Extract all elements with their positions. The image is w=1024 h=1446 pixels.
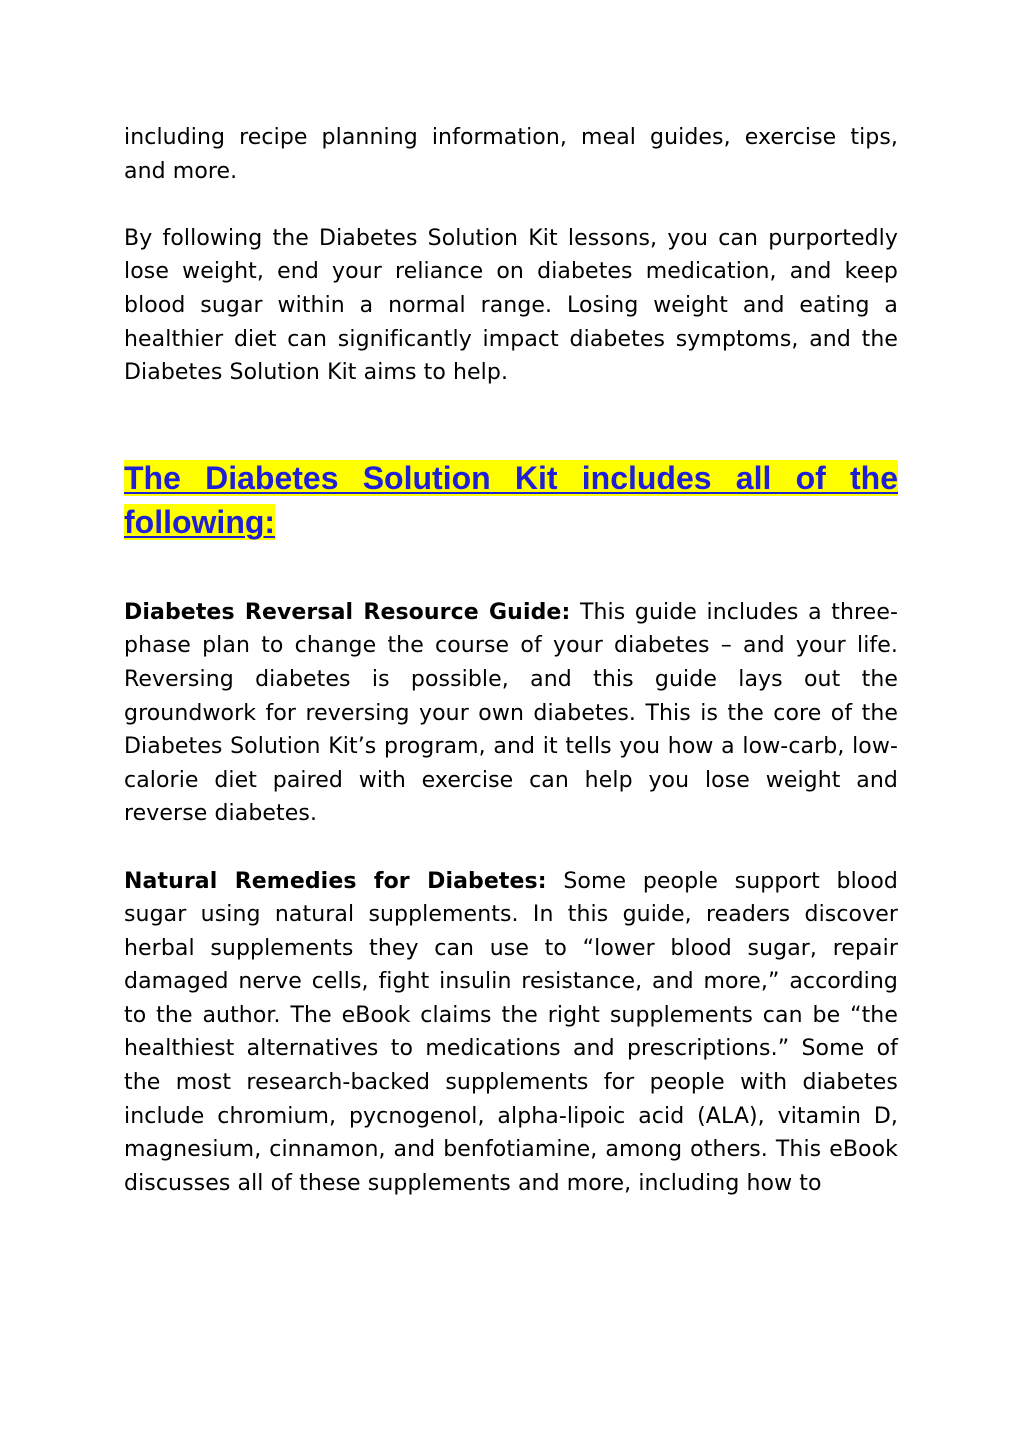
section-natural-remedies — [124, 865, 898, 1201]
paragraph-spacer — [124, 188, 898, 222]
section-body-reversal-guide: This guide includes a three-phase plan to change the course of your diabetes – and your life. Reversing diabetes is possible, and this guide lays out the groundwork for reversing your own diabetes. This is the core of the Diabetes Solution Kit’s program, and it tells you how a low-carb, low-calorie diet paired with exercise can help you lose weight and reverse diabetes. — [124, 599, 898, 827]
kit-contents-heading-text: The Diabetes Solution Kit includes all of the following: — [124, 459, 898, 540]
section-term-reversal-guide: Diabetes Reversal Resource Guide: — [124, 599, 571, 625]
kit-contents-heading — [124, 456, 898, 544]
benefits-paragraph: By following the Diabetes Solution Kit lessons, you can purportedly lose weight, end your reliance on diabetes medication, and keep blood sugar within a normal range. Losing weight and eating a healthier diet can significantly impact diabetes symptoms, and the Diabetes Solution Kit aims to help. — [124, 225, 898, 386]
section-term-natural-remedies: Natural Remedies for Diabetes: — [124, 868, 547, 894]
section-reversal-guide — [124, 596, 898, 831]
section-spacer — [124, 390, 898, 456]
paragraph-spacer — [124, 831, 898, 865]
section-spacer — [124, 544, 898, 596]
intro-paragraph-continuation: including recipe planning information, meal guides, exercise tips, and more. — [124, 125, 898, 184]
section-body-natural-remedies: Some people support blood sugar using natural supplements. In this guide, readers discover herbal supplements they can use to “lower blood sugar, repair damaged nerve cells, fight insulin resistance, and more,” according to the author. The eBook claims the right supplements can be “the healthiest alternatives to medications and prescriptions.” Some of the most research-backed supplements for people with diabetes include chromium, pycnogenol, alpha-lipoic acid (ALA), vitamin D, magnesium, cinnamon, and benfotiamine, among others. This eBook discusses all of these supplements and more, including how to — [124, 868, 898, 1196]
document-page — [124, 121, 898, 1200]
